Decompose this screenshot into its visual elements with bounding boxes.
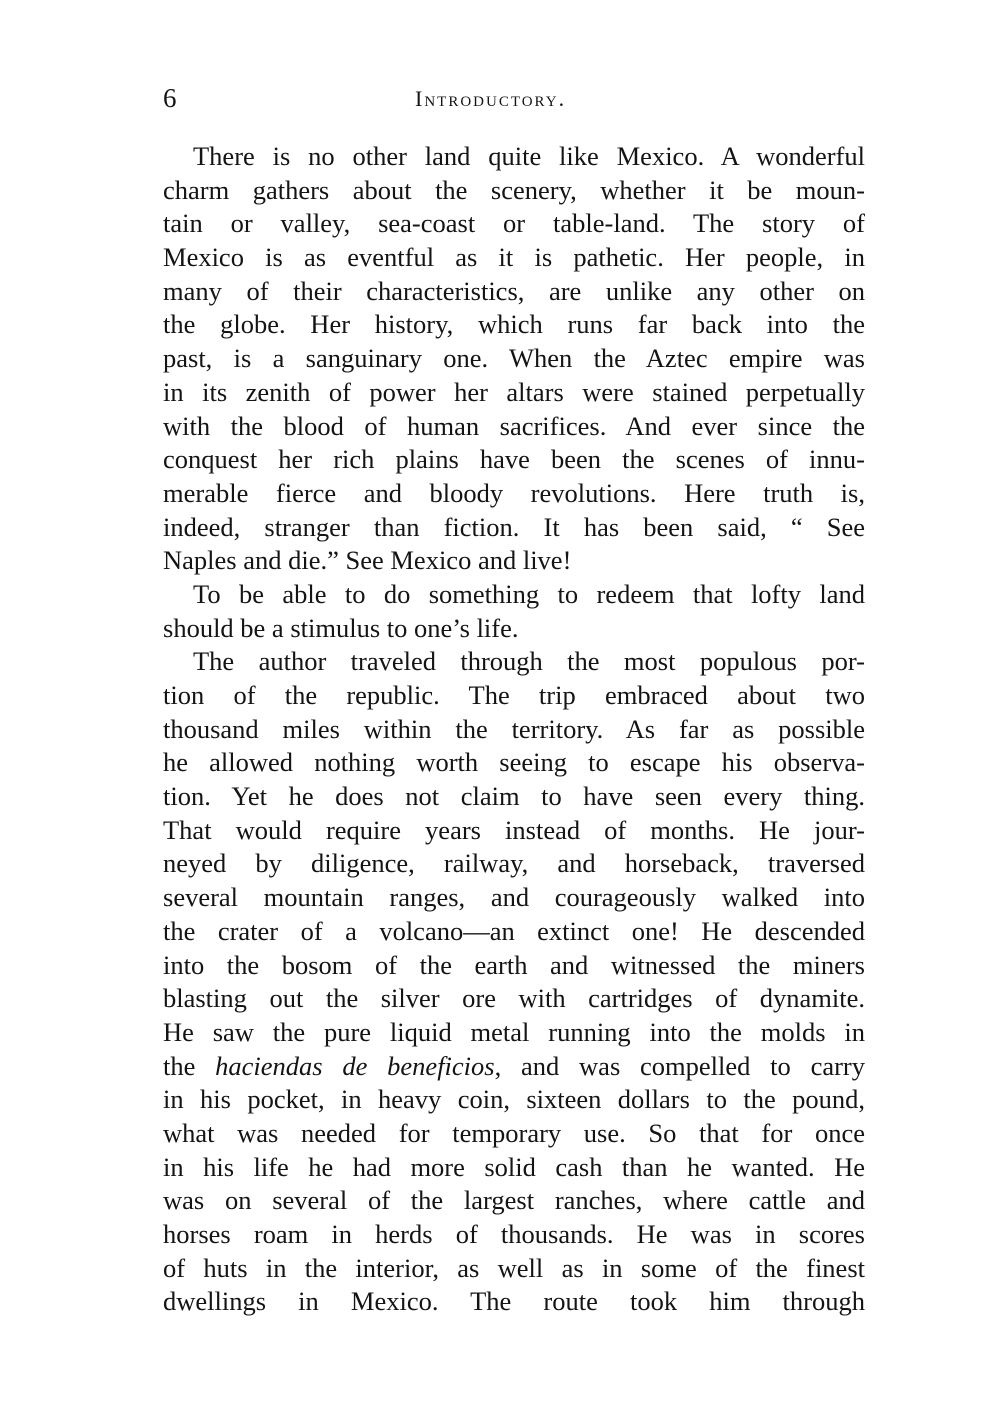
text-line: Naples and die.” See Mexico and live! [163,545,572,576]
page-number: 6 [163,83,177,113]
italic-phrase: haciendas de beneficios [215,1050,495,1081]
body-text [163,140,865,1319]
text-line: several mountain ranges, and courageously walked into [163,882,865,913]
text-line: blasting out the silver ore with cartridges of dynamite. [163,983,865,1014]
text-line: To be able to do something to redeem that lofty land [193,578,865,609]
paragraph-1 [163,140,865,578]
text-line: the globe. Her history, which runs far back into the [163,309,865,340]
page-header [163,82,863,122]
text-line-with-italic [163,1050,865,1084]
text-line: into the bosom of the earth and witnessed the miners [163,949,865,980]
text-line: tion of the republic. The trip embraced about two [163,680,865,710]
text-line: Mexico is as eventful as it is pathetic. Her people, in [163,242,865,273]
text-line: in his pocket, in heavy coin, sixteen dollars to the pound, [163,1084,865,1115]
text-line: There is no other land quite like Mexico. A wonderful [193,141,865,171]
text-fragment: , and was compelled to carry [494,1050,865,1081]
text-line: should be a stimulus to one’s life. [163,612,519,643]
text-line: He saw the pure liquid metal running into the molds in [163,1016,865,1047]
text-line: indeed, stranger than fiction. It has been said, “ See [163,511,865,542]
text-line: in its zenith of power her altars were stained perpetually [163,376,865,407]
text-line: conquest her rich plains have been the scenes of innu- [163,444,865,475]
text-line: past, is a sanguinary one. When the Aztec empire was [163,343,865,374]
text-line: tain or valley, sea-coast or table-land. The story of [163,208,865,239]
text-line: horses roam in herds of thousands. He was in scores [163,1219,865,1249]
paragraph-2 [163,578,865,645]
text-line: what was needed for temporary use. So that for once [163,1117,865,1148]
text-line: of huts in the interior, as well as in some of the finest [163,1252,865,1283]
text-line: in his life he had more solid cash than he wanted. He [163,1151,865,1182]
text-line: neyed by diligence, railway, and horseback, traversed [163,848,865,879]
text-line: tion. Yet he does not claim to have seen every thing. [163,781,865,812]
paragraph-3 [163,645,865,1319]
text-line: thousand miles within the territory. As far as possible [163,713,865,744]
text-line: was on several of the largest ranches, where cattle and [163,1185,865,1216]
text-line: That would require years instead of months. He jour- [163,814,865,845]
text-line: he allowed nothing worth seeing to escape his observa- [163,747,865,778]
text-line: many of their characteristics, are unlike any other on [163,275,865,306]
text-line: merable fierce and bloody revolutions. Here truth is, [163,477,865,508]
text-line: the crater of a volcano—an extinct one! He descended [163,915,865,946]
text-line: charm gathers about the scenery, whether it be moun- [163,174,865,205]
text-line: with the blood of human sacrifices. And ever since the [163,410,865,441]
running-head: Introductory. [415,86,567,111]
text-line: dwellings in Mexico. The route took him through [163,1286,865,1317]
text-line: The author traveled through the most populous por- [193,646,865,677]
text-fragment: the [163,1050,216,1081]
